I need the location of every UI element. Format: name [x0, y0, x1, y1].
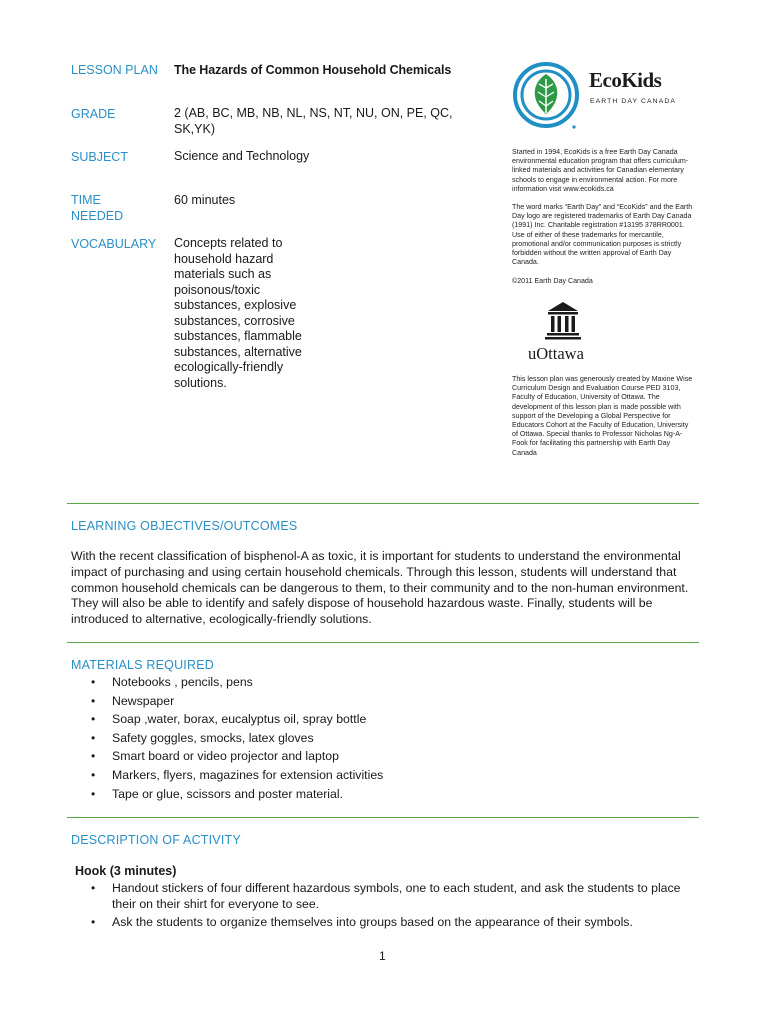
ecokids-about-text: Started in 1994, EcoKids is a free Earth Day Canada environmental education program that offers curriculum-linked materials and activities for Canadian elementary schools to engage in environmental action. For more information visit www.ecokids.ca — [512, 148, 689, 193]
uottawa-logo — [528, 300, 608, 366]
grade-label: GRADE — [71, 107, 116, 121]
earth-day-leaf-icon — [510, 56, 590, 136]
list-item: • Markers, flyers, magazines for extension activities — [88, 768, 688, 784]
trademark-text: The word marks “Earth Day” and “EcoKids” and the Earth Day logo are registered trademarks of Earth Day Canada (1991) Inc. Charitable registration #13195 378RR0001. Use of either of these trademarks for mercantile, promotional and/or communication purposes is strictly forbidden without the written approval of Earth Day Canada. — [512, 203, 693, 267]
hook-title: Hook (3 minutes) — [75, 864, 177, 878]
list-item: • Tape or glue, scissors and poster material. — [88, 787, 688, 803]
vocabulary-label: VOCABULARY — [71, 237, 157, 251]
grade-value: 2 (AB, BC, MB, NB, NL, NS, NT, NU, ON, PE, QC, SK,YK) — [174, 106, 453, 136]
activity-heading: DESCRIPTION OF ACTIVITY — [71, 833, 241, 847]
ecokids-logo — [510, 56, 690, 136]
uottawa-building-icon — [545, 300, 581, 340]
vocabulary-value: Concepts related to household hazard materials such as poisonous/toxic substances, explosive substances, corrosive substances, flammable substances, alternative ecologically-friendly solutions. — [174, 236, 302, 390]
time-needed-label: TIME NEEDED — [71, 193, 124, 223]
materials-list — [88, 675, 688, 805]
divider — [67, 642, 699, 643]
copyright-text: ©2011 Earth Day Canada — [512, 277, 593, 285]
list-item: • Notebooks , pencils, pens — [88, 675, 688, 691]
page-number: 1 — [379, 949, 386, 963]
divider — [67, 503, 699, 504]
earth-day-canada-tagline: EARTH DAY CANADA — [590, 98, 676, 105]
list-item: • Handout stickers of four different hazardous symbols, one to each student, and ask the students to place their on their shirt for everyone to see. — [88, 881, 700, 913]
list-item: • Soap ,water, borax, eucalyptus oil, spray bottle — [88, 712, 688, 728]
divider — [67, 817, 699, 818]
objectives-heading: LEARNING OBJECTIVES/OUTCOMES — [71, 519, 298, 533]
subject-label: SUBJECT — [71, 150, 128, 164]
lesson-credit-text: This lesson plan was generously created by Maxine Wise Curriculum Design and Evaluation Course PED 3103, Faculty of Education, University of Ottawa. The development of this lesson plan is made possible with support of the Developing a Global Perspective for Educators Cohort at the Faculty of Education, University of Ottawa. Special thanks to Professor Nicholas Ng-A-Fook for facilitating this partnership with Earth Day Canada — [512, 375, 693, 457]
lesson-title: The Hazards of Common Household Chemicals — [174, 63, 452, 77]
uottawa-wordmark: uOttawa — [528, 344, 584, 363]
list-item: • Ask the students to organize themselves into groups based on the appearance of their symbols. — [88, 915, 700, 931]
list-item: • Newspaper — [88, 694, 688, 710]
ecokids-wordmark: EcoKids — [589, 68, 662, 92]
hook-list — [88, 881, 700, 934]
materials-heading: MATERIALS REQUIRED — [71, 658, 214, 672]
list-item: • Safety goggles, smocks, latex gloves — [88, 731, 688, 747]
objectives-text: With the recent classification of bisphenol-A as toxic, it is important for students to understand the environmental impact of purchasing and using certain household chemicals. Through this lesson, students will understand that common household chemicals can be dangerous to them, to their community and to the non-human environment. They will also be able to identify and safely dispose of household hazardous waste. Finally, students will be introduced to alternative, ecologically-friendly solutions. — [71, 549, 689, 627]
time-needed-value: 60 minutes — [174, 193, 236, 207]
list-item: • Smart board or video projector and laptop — [88, 749, 688, 765]
lesson-plan-label: LESSON PLAN — [71, 63, 158, 77]
subject-value: Science and Technology — [174, 149, 310, 163]
